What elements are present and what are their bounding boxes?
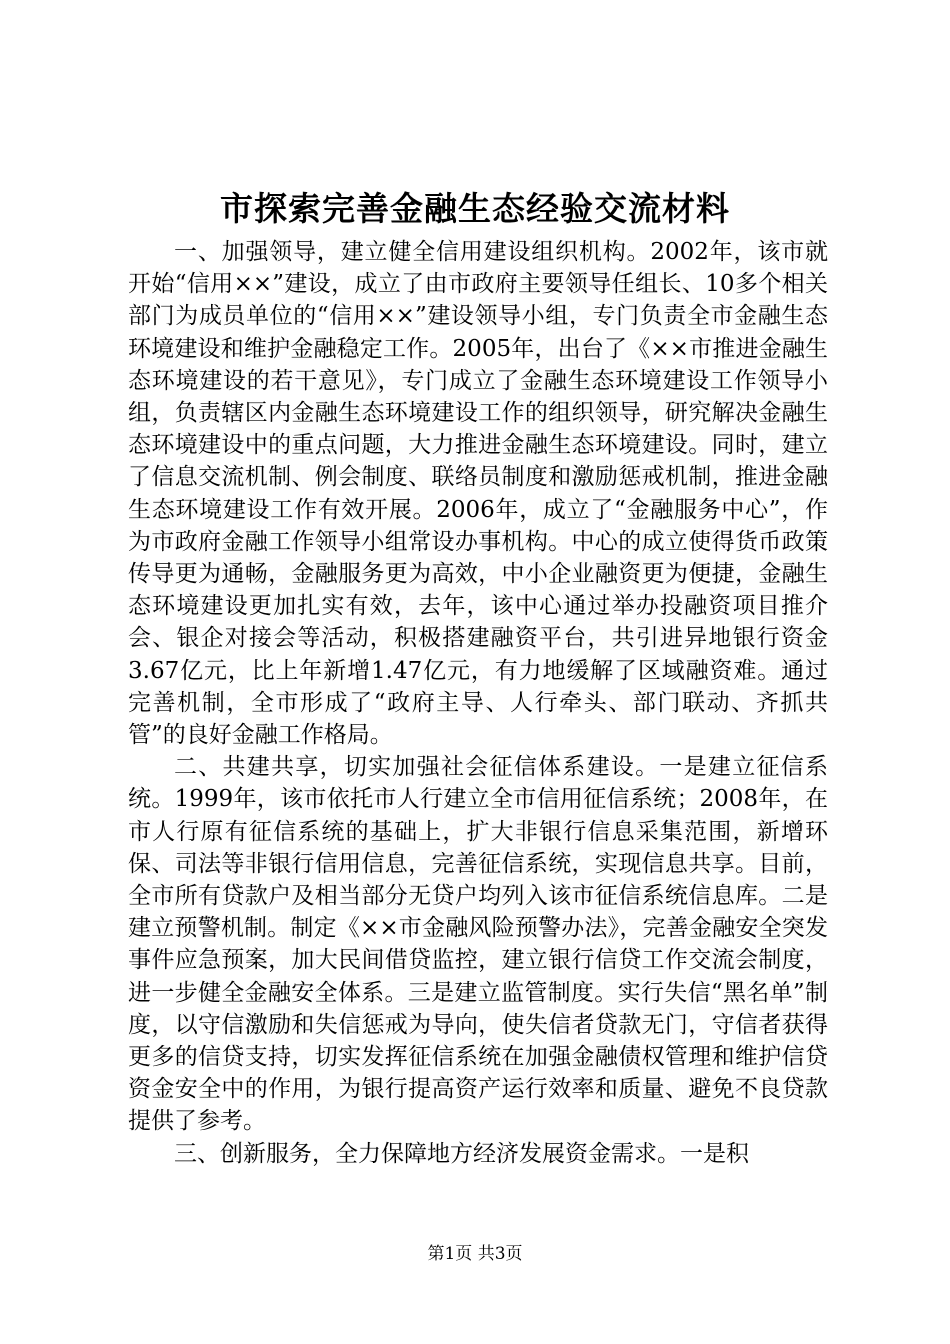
paragraph-3: 三、创新服务，全力保障地方经济发展资金需求。一是积	[174, 1140, 749, 1167]
document-title: 市探索完善金融生态经验交流材料	[220, 189, 730, 228]
document-body	[128, 236, 828, 1170]
page-number-footer: 第1页 共3页	[427, 1244, 523, 1264]
paragraph-1: 一、加强领导，建立健全信用建设组织机构。2002年，该市就开始“信用××”建设，成立了由市政府主要领导任组长、10多个相关部门为成员单位的“信用××”建设领导小组，专门负责全市金融生态环境建设和维护金融稳定工作。2005年，出台了《××市推进金融生态环境建设的若干意见》，专门成立了金融生态环境建设工作领导小组，负责辖区内金融生态环境建设工作的组织领导，研究解决金融生态环境建设中的重点问题，大力推进金融生态环境建设。同时，建立了信息交流机制、例会制度、联络员制度和激励惩戒机制，推进金融生态环境建设工作有效开展。2006年，成立了“金融服务中心”，作为市政府金融工作领导小组常设办事机构。中心的成立使得货币政策传导更为通畅，金融服务更为高效，中小企业融资更为便捷，金融生态环境建设更加扎实有效，去年，该中心通过举办投融资项目推介会、银企对接会等活动，积极搭建融资平台，共引进异地银行资金3.67亿元，比上年新增1.47亿元，有力地缓解了区域融资难。通过完善机制，全市形成了“政府主导、人行牵头、部门联动、齐抓共管”的良好金融工作格局。	[128, 239, 828, 749]
paragraph-2: 二、共建共享，切实加强社会征信体系建设。一是建立征信系统。1999年，该市依托市人行建立全市信用征信系统；2008年，在市人行原有征信系统的基础上，扩大非银行信息采集范围，新增环保、司法等非银行信用信息，完善征信系统，实现信息共享。目前，全市所有贷款户及相当部分无贷户均列入该市征信系统信息库。二是建立预警机制。制定《××市金融风险预警办法》，完善金融安全突发事件应急预案，加大民间借贷监控，建立银行信贷工作交流会制度，进一步健全金融安全体系。三是建立监管制度。实行失信“黑名单”制度，以守信激励和失信惩戒为导向，使失信者贷款无门，守信者获得更多的信贷支持，切实发挥征信系统在加强金融债权管理和维护信贷资金安全中的作用，为银行提高资产运行效率和质量、避免不良贷款提供了参考。	[128, 754, 828, 1135]
